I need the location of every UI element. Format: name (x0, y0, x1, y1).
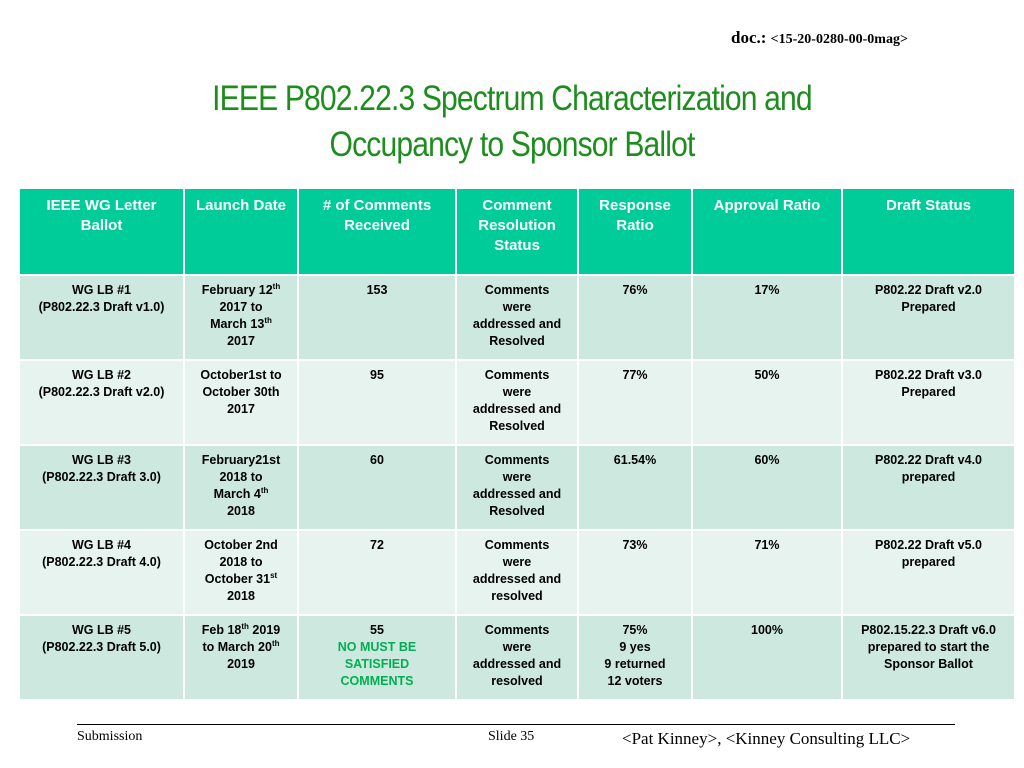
status-text: addressed and (472, 487, 562, 501)
ballot-draft: (P802.22.3 Draft 3.0) (42, 470, 161, 484)
status-text: Comments (484, 283, 550, 297)
slide-title (72, 76, 953, 168)
ballot-name: WG LB #2 (71, 368, 132, 382)
comments-count: 55 (370, 623, 384, 637)
ordinal-suffix: th (241, 621, 249, 631)
draft-text: Sponsor Ballot (884, 657, 973, 671)
ballot-name: WG LB #1 (71, 283, 132, 297)
launch-text: March 13 (210, 317, 265, 331)
comments-note: COMMENTS (340, 674, 414, 688)
cell-resolution (456, 275, 578, 360)
status-text: resolved (491, 589, 543, 603)
status-text: were (502, 640, 532, 654)
cell-response: 77% (578, 360, 692, 445)
launch-line (188, 282, 294, 299)
cell-draft (842, 530, 1015, 615)
cell-response: 76% (578, 275, 692, 360)
launch-text: 2019 (248, 623, 281, 637)
launch-text: 2017 (227, 402, 255, 416)
status-text: addressed and (472, 402, 562, 416)
doc-id (731, 28, 908, 48)
ballot-name: WG LB #4 (71, 538, 132, 552)
launch-text: October 2nd (204, 538, 278, 552)
launch-text: October 30th (202, 385, 280, 399)
ballot-name: WG LB #5 (71, 623, 132, 637)
ordinal-suffix: th (260, 485, 269, 495)
table-row (19, 530, 1015, 615)
cell-launch (184, 530, 298, 615)
launch-text: 2018 (227, 589, 255, 603)
launch-line (188, 316, 294, 333)
draft-text: P802.22 Draft v3.0 (874, 368, 982, 382)
table-row (19, 275, 1015, 360)
status-text: addressed and (472, 572, 562, 586)
col-header-response: Response Ratio (578, 188, 692, 275)
cell-launch (184, 445, 298, 530)
slide-number: Slide 35 (488, 729, 535, 744)
launch-text: 2019 (227, 657, 255, 671)
col-header-resolution: Comment Resolution Status (456, 188, 578, 275)
slide-title-line1: IEEE P802.22.3 Spectrum Characterization and (212, 79, 812, 118)
cell-ballot (19, 360, 184, 445)
status-text: addressed and (472, 317, 562, 331)
launch-line (188, 622, 294, 639)
status-text: were (502, 555, 532, 569)
cell-approval: 50% (692, 360, 842, 445)
launch-text: March 4 (213, 487, 261, 501)
col-header-ballot: IEEE WG Letter Ballot (19, 188, 184, 275)
ordinal-suffix: th (271, 638, 280, 648)
col-header-launch: Launch Date (184, 188, 298, 275)
table-row (19, 445, 1015, 530)
cell-comments (298, 615, 456, 700)
response-text: 75% (622, 623, 648, 637)
ordinal-suffix: st (270, 570, 278, 580)
cell-comments: 72 (298, 530, 456, 615)
launch-text: October1st to (200, 368, 282, 382)
cell-resolution (456, 530, 578, 615)
response-text: 9 returned (604, 657, 666, 671)
cell-launch (184, 615, 298, 700)
status-text: Resolved (489, 504, 545, 518)
draft-text: Prepared (901, 300, 956, 314)
ordinal-suffix: th (264, 315, 272, 325)
cell-comments: 153 (298, 275, 456, 360)
comments-note: NO MUST BE (337, 640, 417, 654)
launch-text: Feb 18 (201, 623, 242, 637)
launch-text: 2017 (227, 334, 255, 348)
launch-text: 2018 to (219, 555, 263, 569)
draft-text: prepared (901, 470, 956, 484)
launch-text: February 12 (201, 283, 273, 297)
launch-text: 2018 to (219, 470, 263, 484)
cell-ballot (19, 530, 184, 615)
status-text: Resolved (489, 334, 545, 348)
cell-launch (184, 275, 298, 360)
status-text: addressed and (472, 657, 562, 671)
slide-title-line2: Occupancy to Sponsor Ballot (329, 125, 695, 164)
cell-approval: 17% (692, 275, 842, 360)
cell-comments: 60 (298, 445, 456, 530)
table-row (19, 360, 1015, 445)
cell-resolution (456, 615, 578, 700)
cell-draft (842, 445, 1015, 530)
status-text: resolved (491, 674, 543, 688)
cell-approval: 71% (692, 530, 842, 615)
ballot-draft: (P802.22.3 Draft 4.0) (42, 555, 161, 569)
status-text: Resolved (489, 419, 545, 433)
launch-line (188, 486, 294, 503)
cell-response: 73% (578, 530, 692, 615)
status-text: Comments (484, 538, 550, 552)
draft-text: P802.15.22.3 Draft v6.0 (861, 623, 996, 637)
col-header-approval: Approval Ratio (692, 188, 842, 275)
cell-draft (842, 360, 1015, 445)
cell-response: 61.54% (578, 445, 692, 530)
status-text: were (502, 300, 532, 314)
launch-line (188, 571, 294, 588)
draft-text: prepared (901, 555, 956, 569)
launch-text: to March 20 (202, 640, 272, 654)
doc-number: <15-20-0280-00-0mag> (770, 32, 908, 47)
draft-text: Prepared (901, 385, 956, 399)
footer-author: <Pat Kinney>, <Kinney Consulting LLC> (622, 729, 911, 748)
doc-label: doc.: (731, 28, 767, 47)
comments-note: SATISFIED (344, 657, 410, 671)
cell-draft (842, 615, 1015, 700)
footer-divider (77, 724, 955, 725)
ballot-draft: (P802.22.3 Draft v1.0) (38, 300, 165, 314)
table-header-row (19, 188, 1015, 275)
draft-text: prepared to start the (867, 640, 990, 654)
col-header-comments: # of Comments Received (298, 188, 456, 275)
ordinal-suffix: th (272, 281, 281, 291)
cell-draft (842, 275, 1015, 360)
status-text: were (502, 385, 532, 399)
draft-text: P802.22 Draft v5.0 (874, 538, 982, 552)
cell-resolution (456, 445, 578, 530)
status-text: were (502, 470, 532, 484)
draft-text: P802.22 Draft v4.0 (874, 453, 982, 467)
status-text: Comments (484, 368, 550, 382)
table-row (19, 615, 1015, 700)
ballot-draft: (P802.22.3 Draft v2.0) (38, 385, 165, 399)
cell-ballot (19, 275, 184, 360)
status-text: Comments (484, 623, 550, 637)
cell-ballot (19, 445, 184, 530)
launch-text: 2018 (227, 504, 255, 518)
draft-text: P802.22 Draft v2.0 (874, 283, 982, 297)
cell-approval: 100% (692, 615, 842, 700)
launch-text: October 31 (204, 572, 271, 586)
cell-resolution (456, 360, 578, 445)
cell-ballot (19, 615, 184, 700)
response-text: 9 yes (619, 640, 651, 654)
cell-comments: 95 (298, 360, 456, 445)
cell-response (578, 615, 692, 700)
ballot-table (18, 187, 1016, 701)
footer-submission: Submission (77, 729, 143, 744)
response-text: 12 voters (607, 674, 663, 688)
launch-line (188, 639, 294, 656)
cell-approval: 60% (692, 445, 842, 530)
ballot-draft: (P802.22.3 Draft 5.0) (42, 640, 161, 654)
launch-text: 2017 to (219, 300, 263, 314)
status-text: Comments (484, 453, 550, 467)
launch-text: February21st (201, 453, 281, 467)
ballot-name: WG LB #3 (71, 453, 132, 467)
col-header-draft: Draft Status (842, 188, 1015, 275)
cell-launch (184, 360, 298, 445)
